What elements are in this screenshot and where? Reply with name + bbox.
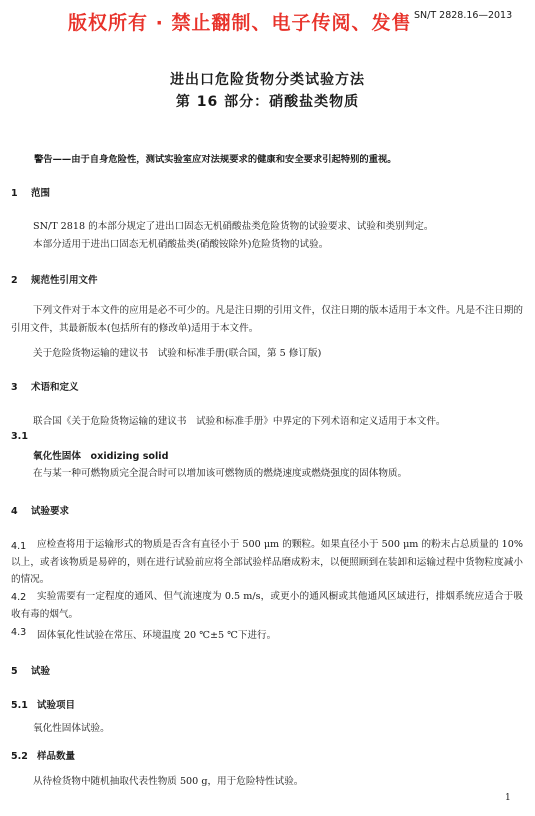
section-1-heading — [11, 185, 50, 199]
subsection-number: 3.1 — [11, 431, 28, 442]
section-title: 试验要求 — [31, 506, 70, 517]
standard-number: SN/T 2828.16—2013 — [414, 10, 513, 21]
section-title: 试验 — [31, 666, 51, 677]
watermark: 版权所有 · 禁止翻制、电子传阅、发售 — [68, 12, 412, 34]
clause-number: 4.2 — [11, 592, 27, 603]
paragraph: 实验需要有一定程度的通风、但气流速度为 0.5 m/s，或更小的通风橱或其他通风区域进行，排烟系统应适合于吸收有毒的烟气。 — [11, 591, 523, 620]
paragraph: 应检查将用于运输形式的物质是否含有直径小于 500 μm 的颗粒。如果直径小于 500 μm 的粉末占总质量的 10%以上，或者该物质是易碎的，则在进行试验前应将全部试验样品磨成粉末，以便照顾到在装卸和运输过程中货物粒度减小的情况。 — [11, 539, 523, 585]
section-title: 范围 — [31, 188, 51, 199]
section-5-heading — [11, 663, 50, 677]
subsection-5-1-heading — [11, 697, 75, 711]
section-2-heading — [11, 272, 98, 286]
paragraph: SN/T 2818 的本部分规定了进出口固态无机硝酸盐类危险货物的试验要求、试验和类别判定。 — [33, 221, 434, 232]
paragraph: 在与某一种可燃物质完全混合时可以增加该可燃物质的燃烧速度或燃烧强度的固体物质。 — [33, 468, 408, 479]
term-title: 氧化性固体 oxidizing solid — [33, 451, 169, 462]
section-number: 4 — [11, 506, 18, 517]
page-number: 1 — [505, 793, 511, 803]
document-title-line1: 进出口危险货物分类试验方法 — [170, 72, 365, 88]
section-number: 1 — [11, 188, 18, 199]
subsection-title: 样品数量 — [37, 751, 76, 762]
paragraph: 本部分适用于进出口固态无机硝酸盐类(硝酸铵除外)危险货物的试验。 — [33, 239, 329, 250]
paragraph: 氧化性固体试验。 — [33, 723, 110, 734]
paragraph: 下列文件对于本文件的应用是必不可少的。凡是注日期的引用文件，仅注日期的版本适用于本文件。凡是不注日期的引用文件，其最新版本(包括所有的修改单)适用于本文件。 — [11, 305, 523, 334]
paragraph: 联合国《关于危险货物运输的建议书 试验和标准手册》中界定的下列术语和定义适用于本文件。 — [33, 416, 446, 427]
section-number: 5 — [11, 666, 18, 677]
warning-note: 警告——由于自身危险性，测试实验室应对法规要求的健康和安全要求引起特别的重视。 — [34, 154, 397, 165]
section-title: 术语和定义 — [31, 382, 79, 393]
section-number: 3 — [11, 382, 18, 393]
section-4-heading — [11, 503, 69, 517]
document-title-line2: 第 16 部分：硝酸盐类物质 — [175, 94, 360, 110]
section-number: 2 — [11, 275, 18, 286]
paragraph: 从待检货物中随机抽取代表性物质 500 g，用于危险特性试验。 — [33, 776, 304, 787]
paragraph: 关于危险货物运输的建议书 试验和标准手册(联合国，第 5 修订版) — [33, 348, 322, 359]
paragraph: 固体氧化性试验在常压、环境温度 20 ℃±5 ℃下进行。 — [37, 630, 277, 641]
section-title: 规范性引用文件 — [31, 275, 98, 286]
subsection-number: 5.1 — [11, 700, 28, 711]
section-3-heading — [11, 379, 79, 393]
clause-number: 4.3 — [11, 627, 27, 638]
subsection-5-2-heading — [11, 748, 75, 762]
subsection-title: 试验项目 — [37, 700, 76, 711]
subsection-number: 5.2 — [11, 751, 28, 762]
clause-number: 4.1 — [11, 541, 27, 552]
